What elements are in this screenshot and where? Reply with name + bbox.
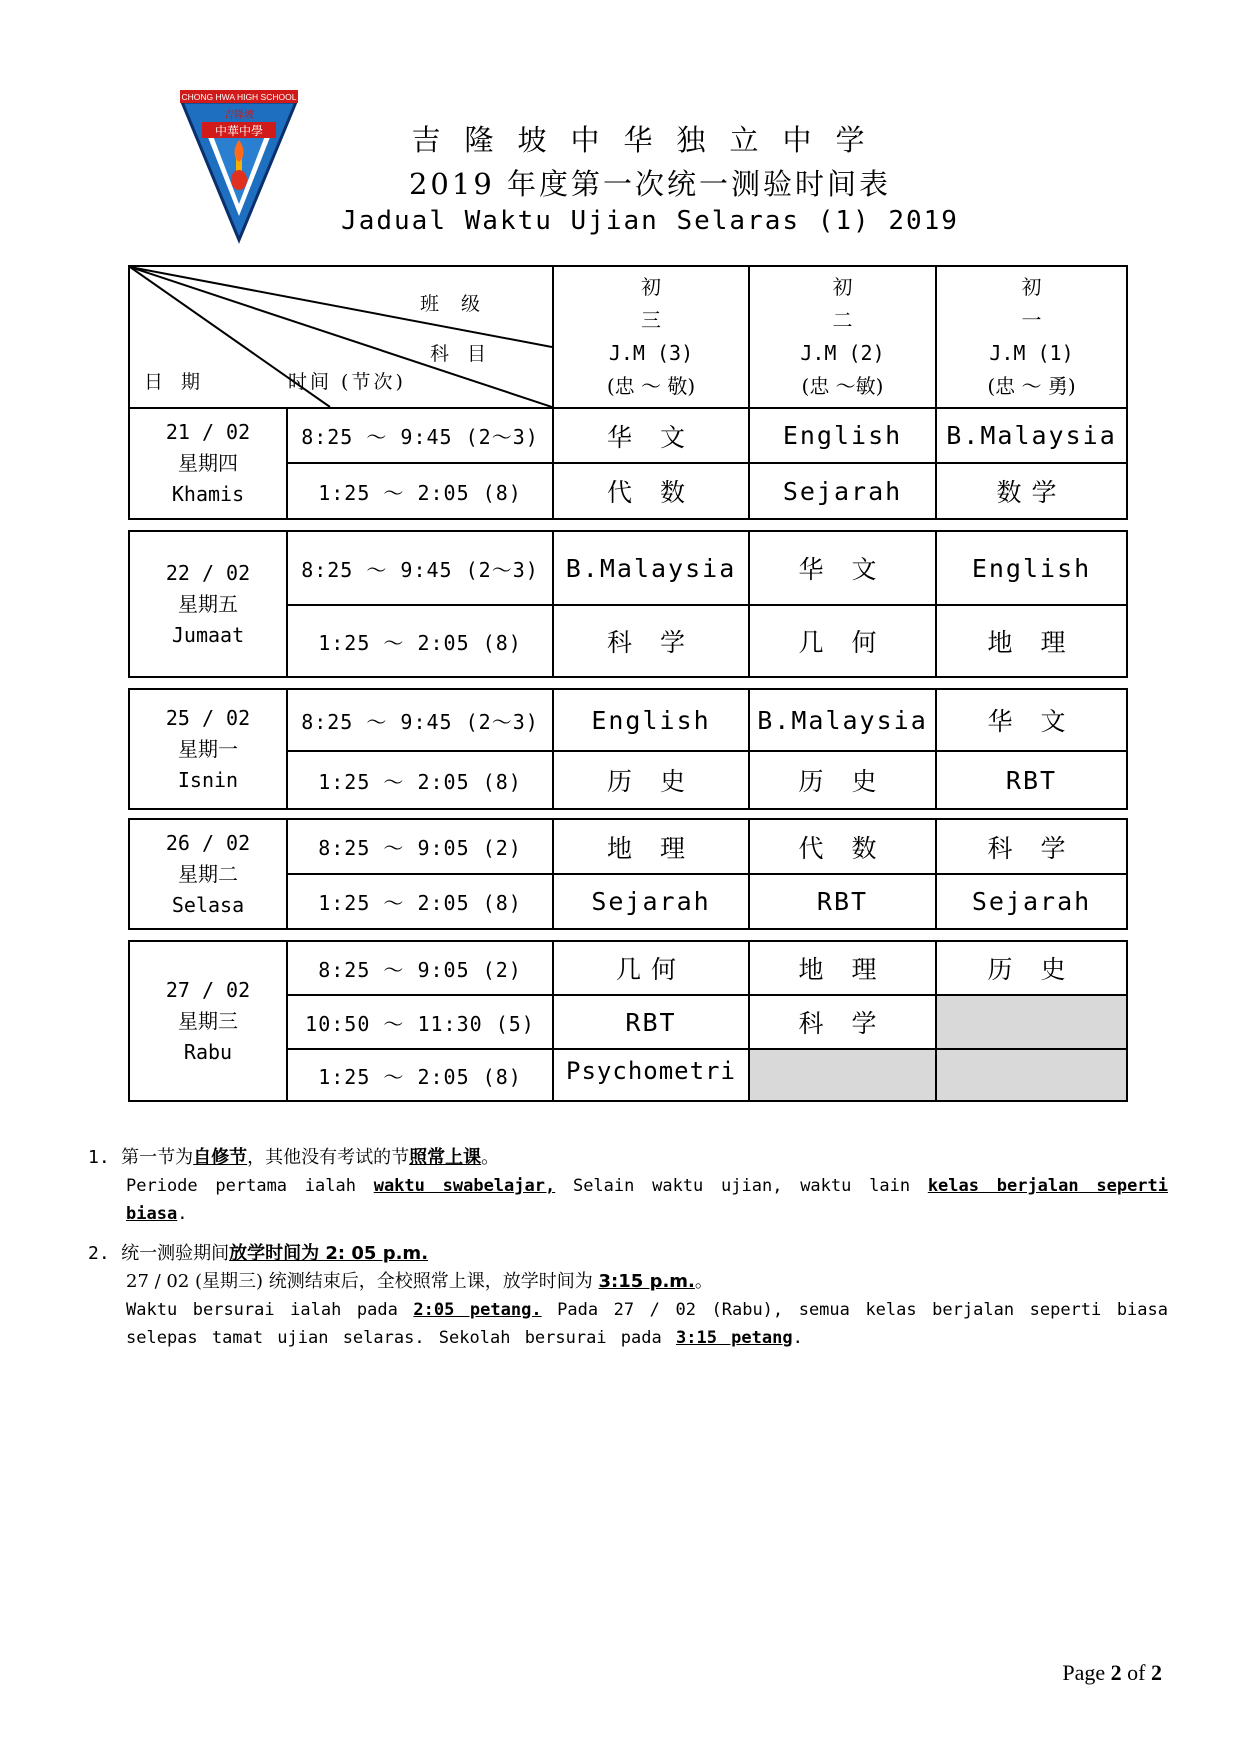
- note-emphasis: kelas berjalan seperti biasa: [126, 1176, 1169, 1224]
- subject-cell: 华 文: [798, 555, 887, 584]
- date: 22 / 02: [165, 560, 251, 585]
- grade-classes: (忠 ～ 敬): [606, 374, 696, 398]
- subject-cell: B.Malaysia: [946, 421, 1117, 450]
- subject-cell: English: [782, 421, 903, 450]
- date: 27 / 02: [165, 977, 251, 1002]
- weekday-cn: 星期三: [178, 1008, 238, 1033]
- schedule-table-day4: [128, 818, 1128, 930]
- subject-cell: 地 理: [798, 955, 887, 984]
- time-slot: 8:25 ～ 9:45 (2～3): [301, 709, 539, 734]
- note-text: 统一测验期间: [121, 1243, 230, 1264]
- schedule-title-cn: 2019 年度第一次统一测验时间表: [408, 167, 892, 201]
- note-number: 1.: [88, 1147, 110, 1168]
- page-number: [1062, 1660, 1162, 1686]
- note-emphasis: 自修节: [193, 1147, 248, 1168]
- note-number: 2.: [88, 1243, 110, 1264]
- grade-code: J.M (3): [608, 341, 694, 365]
- subject-cell: Sejarah: [591, 887, 711, 916]
- svg-text:中華中學: 中華中學: [214, 124, 264, 138]
- note-text: Pada 27 / 02 (Rabu), semua kelas berjalan seperti biasa selepas tamat ujian selaras. Sekolah bersurai pada: [126, 1300, 1169, 1348]
- date-cell: [130, 942, 286, 1100]
- grade-code: J.M (2): [800, 341, 885, 365]
- note-emphasis: 3:15 petang: [675, 1328, 793, 1348]
- subject-cell: Sejarah: [971, 887, 1092, 916]
- time-slot: 8:25 ～ 9:45 (2～3): [301, 557, 539, 582]
- subject-cell: B.Malaysia: [565, 553, 737, 583]
- note-2: [88, 1240, 1168, 1352]
- subject-cell: 历 史: [798, 767, 887, 796]
- time-slot: 8:25 ～ 9:05 (2): [318, 836, 522, 860]
- time-slot: 8:25 ～ 9:45 (2～3): [301, 425, 539, 449]
- grade-header-jm3: [554, 267, 748, 407]
- subject-cell: 数学: [996, 478, 1067, 507]
- weekday-cn: 星期二: [178, 861, 238, 886]
- weekday-cn: 星期一: [178, 736, 238, 761]
- note-text: Selain waktu ujian, waktu lain: [555, 1176, 928, 1196]
- date: 26 / 02: [165, 830, 251, 855]
- date-cell: [130, 820, 286, 928]
- note-text: 。: [481, 1147, 500, 1168]
- time-slot: 10:50 ～ 11:30 (5): [305, 1011, 535, 1036]
- subject-cell: English: [971, 553, 1092, 583]
- grade-level: 初: [832, 275, 853, 299]
- note-text: 27 / 02 (星期三) 统测结束后，全校照常上课，放学时间为: [126, 1271, 599, 1292]
- note-emphasis: 放学时间为 2: 05 p.m.: [229, 1243, 429, 1264]
- subject-cell: B.Malaysia: [757, 705, 928, 735]
- class-label: 班 级: [420, 293, 489, 315]
- weekday-my: Jumaat: [171, 622, 245, 647]
- date-cell: [130, 690, 286, 808]
- grade-classes: (忠 ～ 勇): [987, 374, 1076, 398]
- note-1: [88, 1144, 1168, 1228]
- grade-code: J.M (1): [989, 341, 1074, 365]
- weekday-my: Khamis: [171, 482, 245, 506]
- empty-cell: [750, 1050, 1126, 1100]
- subject-cell: RBT: [1005, 765, 1058, 795]
- subject-cell: 地 理: [987, 628, 1076, 657]
- time-slot: 8:25 ～ 9:05 (2): [318, 957, 522, 982]
- weekday-cn: 星期四: [178, 451, 238, 475]
- schedule-table-day5: [128, 940, 1128, 1102]
- note-emphasis: waktu swabelajar,: [373, 1176, 556, 1196]
- grade-header-jm2: [750, 267, 935, 407]
- schedule-table-header-day1: [128, 265, 1128, 520]
- current-page: 2: [1110, 1660, 1122, 1685]
- grade-level: 初: [1021, 275, 1042, 299]
- weekday-my: Selasa: [171, 892, 245, 917]
- page-label: of: [1121, 1660, 1151, 1685]
- note-emphasis: 3:15 p.m.: [598, 1271, 695, 1292]
- page-label: Page: [1062, 1660, 1111, 1685]
- time-slot: 1:25 ～ 2:05 (8): [318, 891, 522, 915]
- subject-cell: 代 数: [798, 833, 887, 863]
- note-emphasis: 照常上课: [409, 1147, 482, 1168]
- note-text: ，其他没有考试的节: [247, 1147, 410, 1168]
- note-text: 。: [694, 1271, 713, 1292]
- note-text: .: [177, 1204, 188, 1224]
- weekday-cn: 星期五: [178, 591, 238, 616]
- time-slot: 1:25 ～ 2:05 (8): [318, 480, 522, 505]
- schedule-title-my: Jadual Waktu Ujian Selaras (1) 2019: [341, 206, 959, 236]
- subject-cell: 几 何: [798, 628, 887, 657]
- subject-cell: Sejarah: [782, 476, 903, 506]
- time-slot: 1:25 ～ 2:05 (8): [318, 769, 522, 794]
- subject-cell: 科 学: [607, 628, 695, 657]
- date: 21 / 02: [165, 420, 251, 444]
- grade-header-jm1: [937, 267, 1126, 407]
- date-cell: [130, 532, 286, 676]
- svg-text:CHONG HWA HIGH SCHOOL: CHONG HWA HIGH SCHOOL: [181, 92, 297, 102]
- subject-cell: 几何: [615, 955, 686, 984]
- grade-classes: (忠 ～敏): [801, 374, 884, 398]
- note-text: .: [792, 1328, 803, 1348]
- subject-cell: English: [591, 705, 711, 735]
- subject-cell: 科 学: [987, 833, 1076, 863]
- subject-cell: 历 史: [607, 767, 695, 796]
- time-slot: 1:25 ～ 2:05 (8): [318, 630, 522, 655]
- grade-number: 三: [641, 308, 661, 332]
- school-logo: [180, 88, 298, 244]
- svg-text:吉隆坡: 吉隆坡: [224, 110, 254, 121]
- time-label: 时间 (节次): [288, 371, 406, 393]
- date-cell: [130, 409, 286, 518]
- total-pages: 2: [1151, 1660, 1162, 1685]
- date-label: 日 期: [144, 371, 207, 393]
- subject-cell: Psychometri: [566, 1057, 736, 1085]
- note-text: Periode pertama ialah: [126, 1176, 374, 1196]
- empty-cell: [937, 996, 1126, 1048]
- note-text: 第一节为: [121, 1147, 194, 1168]
- subject-cell: 历 史: [987, 955, 1076, 984]
- note-emphasis: 2:05 petang.: [413, 1300, 542, 1320]
- schedule-table-day3: [128, 688, 1128, 810]
- school-name-title: 吉隆坡中华独立中学: [411, 123, 889, 157]
- subject-cell: 地 理: [607, 833, 695, 863]
- subject-label: 科 目: [430, 343, 493, 365]
- note-text: Waktu bersurai ialah pada: [126, 1300, 414, 1320]
- weekday-my: Rabu: [183, 1039, 233, 1064]
- schedule-table-day2: [128, 530, 1128, 678]
- grade-number: 一: [1021, 308, 1042, 332]
- date: 25 / 02: [165, 705, 251, 730]
- subject-cell: 华 文: [987, 707, 1076, 736]
- subject-cell: RBT: [816, 887, 869, 916]
- subject-cell: 科 学: [798, 1009, 887, 1038]
- grade-level: 初: [641, 275, 661, 299]
- subject-cell: 华 文: [607, 422, 695, 452]
- subject-cell: 代 数: [607, 478, 695, 507]
- grade-number: 二: [832, 308, 853, 332]
- weekday-my: Isnin: [177, 767, 239, 792]
- subject-cell: RBT: [625, 1007, 677, 1037]
- time-slot: 1:25 ～ 2:05 (8): [318, 1064, 522, 1089]
